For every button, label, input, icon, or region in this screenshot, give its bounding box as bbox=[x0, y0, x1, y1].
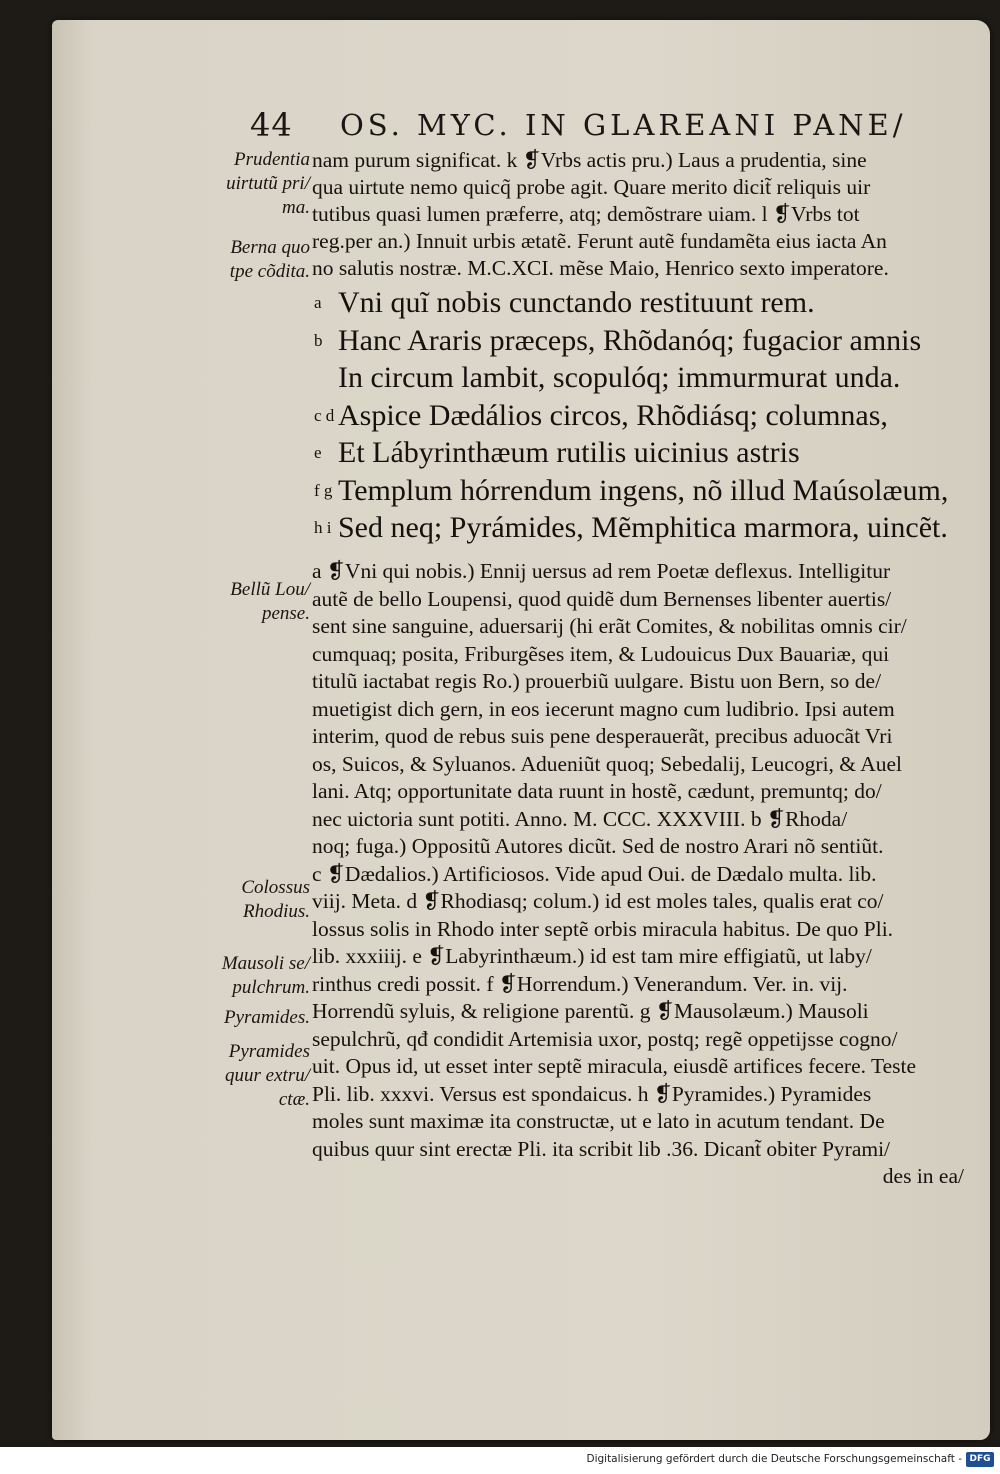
page-number: 44 bbox=[250, 106, 293, 144]
commentary-line: nec uictoria sunt potiti. Anno. M. CCC. XXXVIII. b ❡Rhoda/ bbox=[312, 806, 848, 831]
margin-note-colossus: Colossus Rhodius. bbox=[241, 877, 310, 922]
commentary-line: Horrendũ syluis, & religione parentũ. g ❡Mausolæum.) Mausoli bbox=[312, 999, 869, 1023]
verse-block bbox=[312, 284, 992, 547]
verse-mark: f g bbox=[314, 480, 333, 500]
verse-text: Templum hórrendum ingens, nõ illud Maúsolæum, bbox=[338, 473, 949, 507]
verse-mark: a bbox=[314, 293, 322, 312]
verse-text: Et Lábyrinthæum rutilis uicinius astris bbox=[338, 436, 800, 469]
verse-text: Aspice Dædálios circos, Rhõdiásq; columnas, bbox=[338, 398, 888, 432]
commentary-line: quibus quur sint erectæ Pli. ita scribit lib .36. Dicant̃ obiter Pyrami/ bbox=[312, 1136, 891, 1161]
commentary-line: c ❡Dædalios.) Artificiosos. Vide apud Oui. de Dædalo multa. lib. bbox=[312, 861, 877, 886]
verse-line bbox=[312, 359, 992, 397]
verse-mark: e bbox=[314, 443, 322, 462]
commentary-line: reg.per an.) Innuit urbis ætatẽ. Ferunt autẽ fundamẽta eius iacta An bbox=[312, 229, 887, 253]
commentary-line: cumquaq; posita, Friburgẽses item, & Ludouicus Dux Bauariæ, qui bbox=[312, 641, 890, 666]
verse-text: Vni quĩ nobis cunctando restituunt rem. bbox=[338, 286, 815, 319]
commentary-line: no salutis nostræ. M.C.XCI. mẽse Maio, Henrico sexto imperatore. bbox=[312, 256, 889, 280]
commentary-top bbox=[312, 147, 992, 282]
commentary-line: sent sine sanguine, aduersarij (hi erãt Comites, & nobilitas omnis cir/ bbox=[312, 614, 907, 638]
digitization-footer bbox=[0, 1447, 1000, 1474]
verse-line bbox=[312, 434, 992, 472]
verse-line bbox=[312, 397, 992, 435]
commentary-main bbox=[312, 558, 992, 1191]
verse-text: Hanc Araris præceps, Rhõdanóq; fugacior amnis bbox=[338, 323, 922, 357]
page-header bbox=[250, 106, 970, 146]
commentary-line: a ❡Vni qui nobis.) Ennij uersus ad rem Poetæ deflexus. Intelligitur bbox=[312, 559, 891, 583]
margin-note-pyramides: Pyramides. bbox=[223, 1007, 310, 1028]
commentary-line: lib. xxxiiij. e ❡Labyrinthæum.) id est tam mire effigiatũ, ut laby/ bbox=[312, 944, 872, 968]
margin-note-prudentia: Prudentia uirtutũ pri/ ma. bbox=[226, 149, 310, 218]
commentary-line: sepulchrũ, qđ condidit Artemisia uxor, postq; regẽ oppetijsse cogno/ bbox=[312, 1026, 898, 1051]
commentary-line: titulũ iactabat regis Ro.) prouerbiũ uulgare. Bistu uon Bern, so de/ bbox=[312, 669, 882, 693]
verse-line bbox=[312, 284, 992, 322]
commentary-line: uit. Opus id, ut esset inter septẽ miracula, eiusdẽ artifices fecere. Teste bbox=[312, 1054, 917, 1078]
commentary-catchword: des in ea/ bbox=[882, 1164, 964, 1188]
commentary-line: os, Suicos, & Syluanos. Adueniũt quoq; Sebedalij, Leucogri, & Auel bbox=[312, 751, 903, 776]
commentary-line: nam purum significat. k ❡Vrbs actis pru.) Laus a prudentia, sine bbox=[312, 148, 867, 172]
margin-note-pyramides-quur: Pyramides quur extru/ ctæ. bbox=[225, 1041, 310, 1110]
commentary-line: autẽ de bello Loupensi, quod quidẽ dum Bernenses libenter auertis/ bbox=[312, 586, 892, 611]
verse-line bbox=[312, 322, 992, 360]
commentary-line: qua uirtute nemo quicq̃ probe agit. Quare merito dicit̃ reliquis uir bbox=[312, 175, 871, 199]
commentary-line: lossus solis in Rhodo inter septẽ orbis miracula habitus. De quo Pli. bbox=[312, 916, 894, 941]
commentary-line: Pli. lib. xxxvi. Versus est spondaicus. h ❡Pyramides.) Pyramides bbox=[312, 1081, 872, 1106]
commentary-line: moles sunt maximæ ita constructæ, ut e lato in acutum tendant. De bbox=[312, 1109, 885, 1133]
verse-mark: b bbox=[314, 330, 323, 350]
margin-note-bellum: Bellũ Lou/ pense. bbox=[230, 579, 310, 624]
verse-mark: h i bbox=[314, 518, 332, 537]
commentary-line: interim, quod de rebus suis pene desperauerãt, precibus aduocãt Vri bbox=[312, 724, 893, 748]
verse-text: Sed neq; Pyrámides, Mẽmphitica marmora, uincẽt. bbox=[338, 511, 948, 544]
margin-note-berna: Berna quo tpe cõdita. bbox=[229, 237, 310, 282]
dfg-logo-icon: DFG bbox=[966, 1452, 994, 1467]
margin-note-mausoli: Mausoli se/ pulchrum. bbox=[221, 953, 310, 998]
footer-credit: Digitalisierung gefördert durch die Deutsche Forschungsgemeinschaft - bbox=[586, 1453, 962, 1465]
commentary-line: tutibus quasi lumen præferre, atq; demõstrare uiam. l ❡Vrbs tot bbox=[312, 202, 860, 226]
commentary-line: muetigist dich gern, in eos iecerunt magno cum ludibrio. Ipsi autem bbox=[312, 696, 895, 721]
commentary-line: rinthus credi possit. f ❡Horrendum.) Venerandum. Ver. in. vij. bbox=[312, 971, 848, 996]
verse-line bbox=[312, 472, 992, 510]
commentary-line: noq; fuga.) Oppositũ Autores dicũt. Sed de nostro Arari nõ sentiũt. bbox=[312, 834, 884, 858]
verse-line bbox=[312, 509, 992, 547]
verse-mark: c d bbox=[314, 405, 335, 425]
commentary-line: viij. Meta. d ❡Rhodiasq; colum.) id est moles tales, qualis erat co/ bbox=[312, 889, 884, 913]
running-head: OS. MYC. IN GLAREANI PANE/ bbox=[340, 108, 907, 142]
verse-text: In circum lambit, scopulóq; immurmurat unda. bbox=[338, 361, 901, 394]
commentary-line: lani. Atq; opportunitate data ruunt in hostẽ, cædunt, premuntq; do/ bbox=[312, 779, 882, 803]
